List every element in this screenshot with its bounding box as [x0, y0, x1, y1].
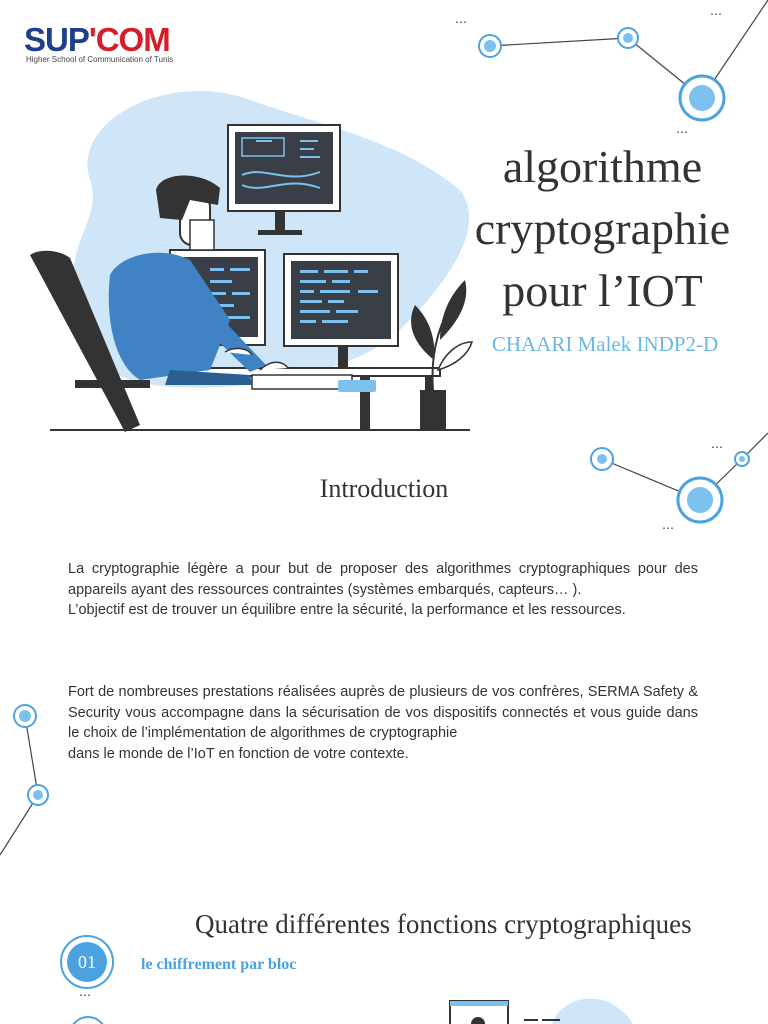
network-decoration-middle	[580, 425, 768, 525]
author-name: CHAARI Malek INDP2-D	[491, 332, 719, 356]
introduction-text	[68, 559, 698, 621]
intro-paragraph: La cryptographie légère a pour but de proposer des algorithmes cryptographiques pour des appareils ayant des ressources contraintes (systèmes embarqués, capteurs… ).	[68, 561, 698, 598]
developer-illustration	[20, 80, 480, 440]
functions-heading: Quatre différentes fonctions cryptographiques	[195, 909, 692, 939]
logo-sup-text: SUP	[24, 21, 89, 58]
network-decoration-left	[0, 700, 60, 860]
network-decoration-top	[430, 0, 768, 140]
ellipsis-decor: …	[711, 437, 724, 451]
logo-subtitle: Higher School of Communication of Tunis	[26, 55, 174, 64]
introduction-text-2	[68, 682, 698, 764]
intro-paragraph: dans le monde de l’IoT en fonction de votre contexte.	[68, 745, 409, 762]
ellipsis-decor: …	[710, 4, 723, 18]
function-item-label: le chiffrement par bloc	[141, 956, 297, 973]
ellipsis-decor: …	[662, 518, 675, 532]
intro-paragraph: Fort de nombreuses prestations réalisées auprès de plusieurs de vos confrères, SERMA Safety & Security vous accompagne dans la sécurisation de vos dispositifs connectés et vous guide dans le choix de l’implémentation de algorithmes de cryptographie	[68, 684, 698, 741]
ellipsis-decor: …	[455, 12, 468, 26]
page-title	[450, 136, 755, 322]
title-line: algorithme	[502, 141, 703, 192]
bottom-decoration	[0, 995, 768, 1024]
number-badge	[60, 935, 114, 989]
ellipsis-decor: …	[79, 985, 92, 999]
intro-paragraph: L’objectif est de trouver un équilibre entre la sécurité, la performance et les ressources.	[68, 602, 626, 618]
badge-number: 01	[67, 942, 107, 982]
title-line: pour l’IOT	[502, 265, 703, 316]
logo	[24, 20, 170, 60]
ellipsis-decor: …	[676, 122, 689, 136]
introduction-heading: Introduction	[319, 474, 449, 503]
title-line: cryptographie	[474, 203, 731, 254]
logo-com-text: 'COM	[88, 21, 170, 58]
